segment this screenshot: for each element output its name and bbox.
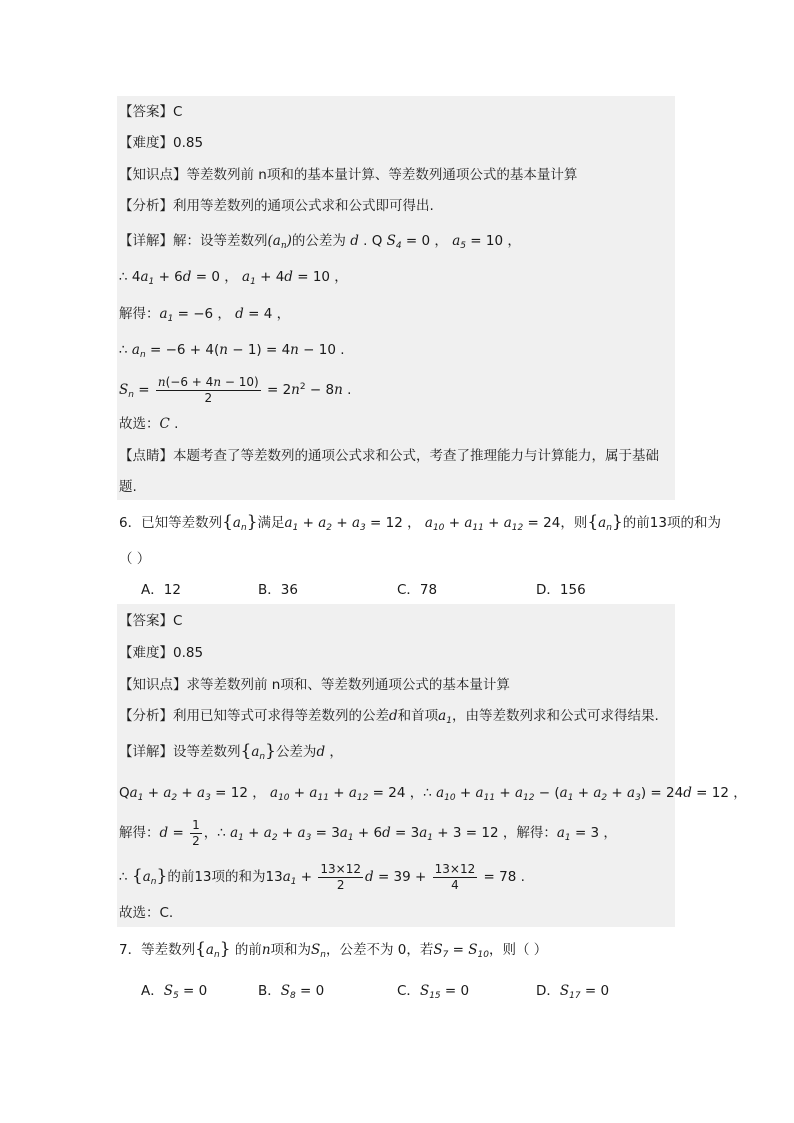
conclusion: 故选：C . xyxy=(119,416,179,432)
difficulty-label: 【难度】0.85 xyxy=(119,645,204,661)
answer-label: 【答案】C xyxy=(119,104,183,120)
detail-text-2: 公差为 xyxy=(275,744,317,760)
question-6-stem: 6．已知等差数列$\{a_n\}$满足$a_1 + a_2 + a_3 = 12$ ， $a_{10} + a_{11} + a_{12} = 24$，则$\{a_n\}$的前13项的和为 xyxy=(119,512,721,533)
therefore-symbol: ∴ xyxy=(119,342,128,358)
analysis-part-c: ，由等差数列求和公式可求得结果. xyxy=(451,708,659,724)
q7-option-a[interactable]: A．$S_5 = 0$ xyxy=(141,983,208,1001)
difficulty-label: 【难度】0.85 xyxy=(119,135,204,151)
comment-cont: 题. xyxy=(119,479,137,495)
q7-option-d[interactable]: D．$S_{17} = 0$ xyxy=(536,983,610,1001)
detail-line-4: ∴ $a_n = -6 + 4(n - 1) = 4n - 10$ . xyxy=(119,342,345,360)
knowledge-point: 【知识点】等差数列前 n项和的基本量计算、等差数列通项公式的基本量计算 xyxy=(119,167,578,183)
q7-stem-mid: 的前 xyxy=(230,942,262,958)
q6-stem-prefix: 6．已知等差数列 xyxy=(119,515,223,531)
sum-label: 的前13项的和为 xyxy=(167,869,266,885)
solve-label: 解得： xyxy=(119,825,160,841)
conclusion-label: 故选： xyxy=(119,416,160,432)
analysis-part-b: 和首项 xyxy=(397,708,439,724)
therefore-symbol: ∴ xyxy=(119,269,128,285)
question-7-stem: 7．等差数列$\{a_n\}$ 的前n项和为$S_n$，公差不为 0，若$S_7 = S_{10}$，则（ ） xyxy=(119,939,548,960)
answer-label: 【答案】C xyxy=(119,613,183,629)
solution-block-q5 xyxy=(117,96,675,500)
q6-stem-end: 的前13项的和为 xyxy=(622,515,721,531)
detail-line-1: 【详解】解：设等差数列$(a_n)$的公差为 d . Q $S_4 = 0$ ， $a_5 = 10$ ， xyxy=(119,233,521,251)
detail-line-4: ∴ $\{a_n\}$的前13项的和为$13a_1$ + $\frac{13\times 12}{2}$ d = 39 + $\frac{13\times 12}{4}$ = 78 . xyxy=(119,861,525,892)
analysis: 【分析】利用已知等式可求得等差数列的公差d和首项$a_1$，由等差数列求和公式可求得结果. xyxy=(119,708,659,726)
q6-stem-suffix: ，则 xyxy=(560,515,588,531)
solve-label-2: 解得： xyxy=(516,825,557,841)
conclusion: 故选：C. xyxy=(119,905,174,921)
q6-option-a[interactable]: A．12 xyxy=(141,582,181,598)
q7-option-b-label: B． xyxy=(258,983,281,999)
detail-line-3: 解得：d = $\frac{1}{2}$ ，∴ $a_1 + a_2 + a_3 = 3a_1 + 6d = 3a_1 + 3 = 12$ ，解得：$a_1 = 3$ ， xyxy=(119,817,617,848)
detail-line-2: ∴ $4a_1 + 6d = 0$ ， $a_1 + 4d = 10$ ， xyxy=(119,269,348,287)
detail-text: 解：设等差数列 xyxy=(173,233,268,249)
knowledge-point: 【知识点】求等差数列前 n项和、等差数列通项公式的基本量计算 xyxy=(119,677,510,693)
analysis-part-a: 【分析】利用已知等式可求得等差数列的公差 xyxy=(119,708,389,724)
q7-option-b[interactable]: B．$S_8 = 0$ xyxy=(258,983,325,1001)
detail-line-5: $S_n$ = $\frac{n(-6 + 4n - 10)}{2}$ = $2n^2 - 8n$ . xyxy=(119,374,352,405)
q6-option-d[interactable]: D．156 xyxy=(536,582,586,598)
detail-line-1: 【详解】设等差数列$\{a_n\}$公差为d ， xyxy=(119,741,343,762)
detail-label: 【详解】 xyxy=(119,233,173,249)
detail-text-2: 的公差为 xyxy=(291,233,346,249)
comment: 【点睛】本题考查了等差数列的通项公式求和公式，考查了推理能力与计算能力，属于基础 xyxy=(119,448,659,464)
solve-label: 解得： xyxy=(119,306,160,322)
detail-label: 【详解】设等差数列 xyxy=(119,744,241,760)
q7-stem-prefix: 7．等差数列 xyxy=(119,942,196,958)
analysis: 【分析】利用等差数列的通项公式求和公式即可得出. xyxy=(119,198,434,214)
q6-paren: （ ） xyxy=(119,551,151,567)
q7-option-c[interactable]: C．$S_{15} = 0$ xyxy=(397,983,470,1001)
q7-option-d-label: D． xyxy=(536,983,560,999)
q7-option-c-label: C． xyxy=(397,983,420,999)
q6-option-b[interactable]: B．36 xyxy=(258,582,298,598)
q7-stem-mid2: 项和为 xyxy=(270,942,312,958)
q7-option-a-label: A． xyxy=(141,983,164,999)
q6-stem-mid: 满足 xyxy=(257,515,285,531)
detail-line-2: $Qa_1 + a_2 + a_3 = 12$ ， $a_{10} + a_{11} + a_{12} = 24$ ，∴ $a_{10} + a_{11} + a_{12} - (a_1 + a_2 + a_3) = 24d = 12$ ， xyxy=(119,785,747,803)
q7-stem-mid3: ，公差不为 0，若 xyxy=(326,942,434,958)
q6-option-c[interactable]: C．78 xyxy=(397,582,438,598)
detail-line-3: 解得：$a_1 = -6$ ， d = 4 ， xyxy=(119,306,291,324)
q7-stem-suffix: ，则（ ） xyxy=(488,942,548,958)
